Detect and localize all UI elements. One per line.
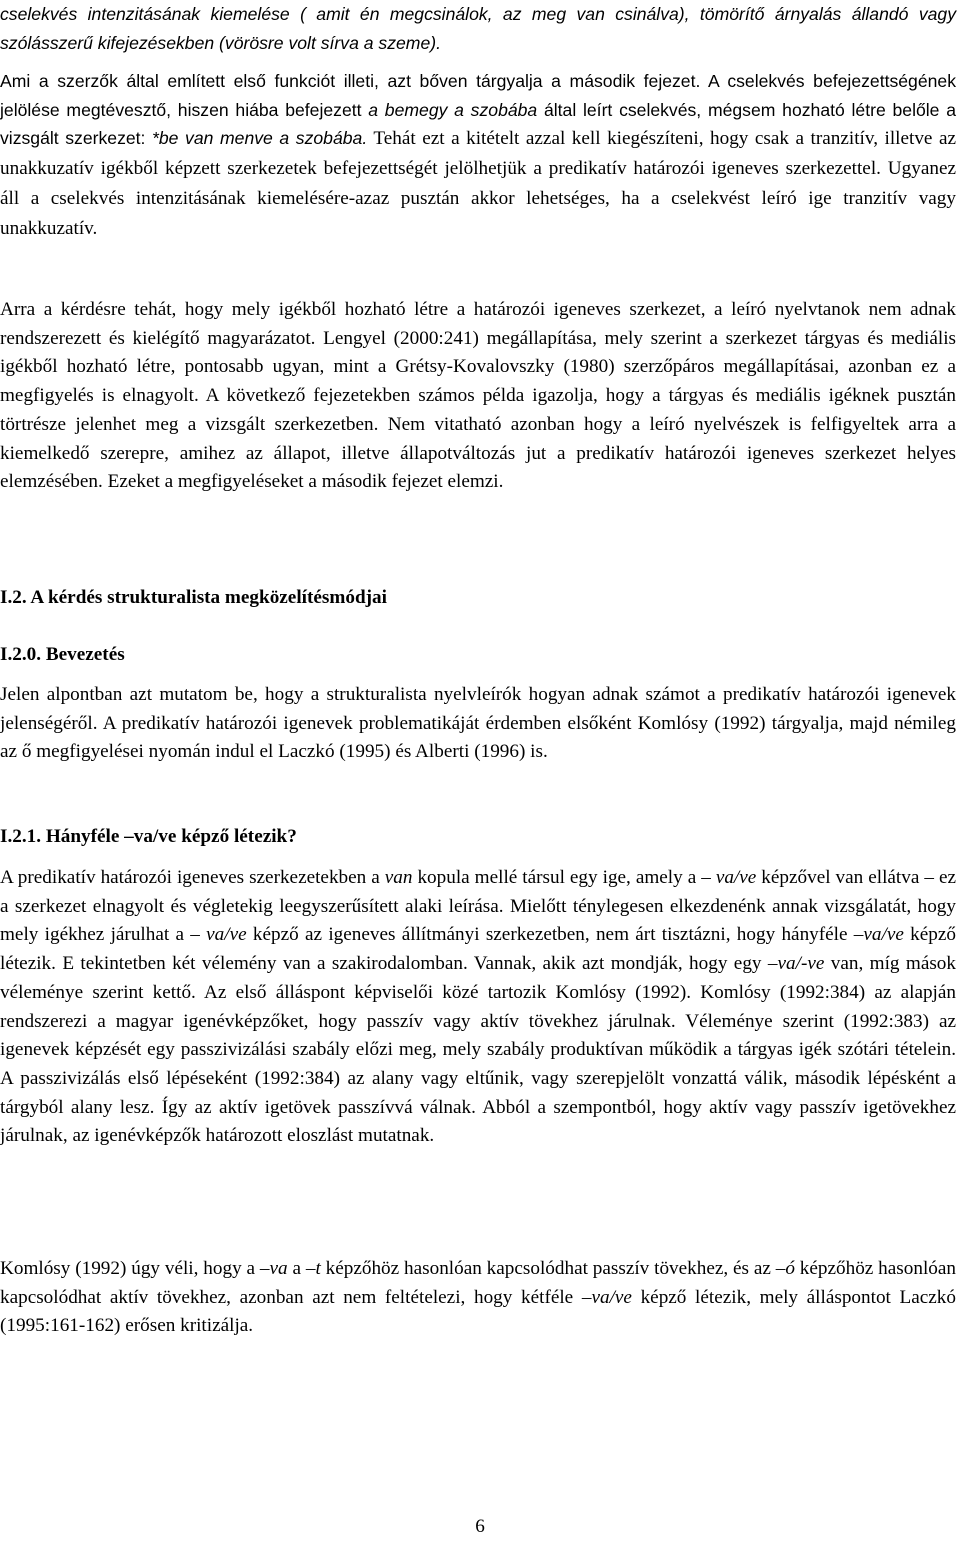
paragraph-functions: Ami a szerzők által említett első funkciót illeti, azt bőven tárgyalja a második fejezet. A cselekvés befejezettségének jelölése megtévesztő, hiszen hiába befejezett a bemegy a szobába által leírt cselekvés, mégsem hozható létre belőle a vizsgált szerkezet: *be van menve a szobába. Tehát ezt a kitételt azzal kell kiegészíteni, hogy csak a tranzitív, illetve az unakkuzatív igékből képzett szerkezetek befejezettségét jelölhetjük a predikatív határozói igeneves szerkezettel. Ugyanez áll a cselekvés intenzitásának kiemelésére-azaz pusztán akkor lehetséges, ha a cselekvést leíró ige tranzitív vagy unakkuzatív. bbox=[0, 71, 957, 239]
paragraph-intro: Jelen alpontban azt mutatom be, hogy a strukturalista nyelvleírók hogyan adnak számot a predikatív határozói igenevek jelenségéről. A predikatív határozói igenevek problematikáját érdemben elsőként Komlósy (1992) tárgyalja, majd némileg az ő megfigyelései nyomán indul el Laczkó (1995) és Alberti (1996) is. bbox=[0, 684, 956, 763]
paragraph-continuation bbox=[0, 0, 956, 57]
section-heading-i21: I.2.1. Hányféle –va/ve képző létezik? bbox=[0, 826, 297, 847]
page-number: 6 bbox=[475, 1516, 485, 1537]
paragraph-komlosy: Komlósy (1992) úgy véli, hogy a –va a –t képzőhöz hasonlóan kapcsolódhat passzív tövekhez, és az –ó képzőhöz hasonlóan kapcsolódhat aktív tövekhez, azonban azt nem feltételezi, hogy kétféle –va/ve képző létezik, mely álláspontot Laczkó (1995:161-162) erősen kritizálja. bbox=[0, 1258, 956, 1337]
paragraph-question: Arra a kérdésre tehát, hogy mely igékből hozható létre a határozói igeneves szerkezet, a leíró nyelvtanok nem adnak rendszerezett és kielégítő magyarázatot. Lengyel (2000:241) megállapítása, mely szerint a szerkezet tárgyas és mediális igékből hozható létre, pontosabb ugyan, mint a Grétsy-Kovalovszky (1980) szerzőpáros megállapításai, azonban ez a megfigyelés is elnagyolt. A következő fejezetekben számos példa igazolja, hogy a tárgyas és mediális igéknek pusztán törtrésze jelenhet meg a vizsgált szerkezetben. Nem vitatható azonban hogy a leíró nyelvészek is felfigyeltek arra a kiemelkedő szerepre, amihez az állapot, illetve állapotváltozás jut a predikatív határozói igeneves szerkezet helyes elemzésében. Ezeket a megfigyeléseket a második fejezet elemzi. bbox=[0, 299, 956, 493]
paragraph-suffix-types: A predikatív határozói igeneves szerkezetekben a van kopula mellé társul egy ige, amely a – va/ve képzővel van ellátva – ez a szerkezet elnagyolt és végletekig leegyszerűsített alaki leírása. Mielőtt ténylegesen elkezdenénk annak vizsgálatát, hogy mely igékhez járulhat a – va/ve képző az igeneves állítmányi szerkezetben, nem árt tisztázni, hogy hányféle –va/ve képző létezik. E tekintetben két vélemény van a szakirodalomban. Vannak, akik azt mondják, hogy egy –va/-ve van, míg mások véleménye szerint kettő. Az első álláspont képviselői közé tartozik Komlósy (1992). Komlósy (1992:384) az alapján rendszerezi a magyar igenévképzőket, hogy passzív vagy aktív tövekhez járulnak. Véleménye szerint (1992:383) az igenevek képzését egy passzivizálási szabály előzi meg, mely szabály produktívan működik a tárgyas igék szótári tételein. A passzivizálás első lépéseként (1992:384) az alany vagy eltűnik, vagy szerepjelölt vonzattá válik, második lépésként a tárgyból alany lesz. Így az aktív igetövek passzívvá válnak. Abból a szempontból, hogy aktív vagy passzív igetövekhez járulnak, az igenévképzők határozott eloszlást mutatnak. bbox=[0, 867, 956, 1147]
paragraph-text: cselekvés intenzitásának kiemelése ( amit én megcsinálok, az meg van csinálva), tömörítő árnyalás állandó vagy szólásszerű kifejezésekben (vörösre volt sírva a szeme). bbox=[0, 4, 956, 53]
section-heading-i2: I.2. A kérdés strukturalista megközelítésmódjai bbox=[0, 587, 387, 608]
section-heading-i20: I.2.0. Bevezetés bbox=[0, 644, 125, 665]
